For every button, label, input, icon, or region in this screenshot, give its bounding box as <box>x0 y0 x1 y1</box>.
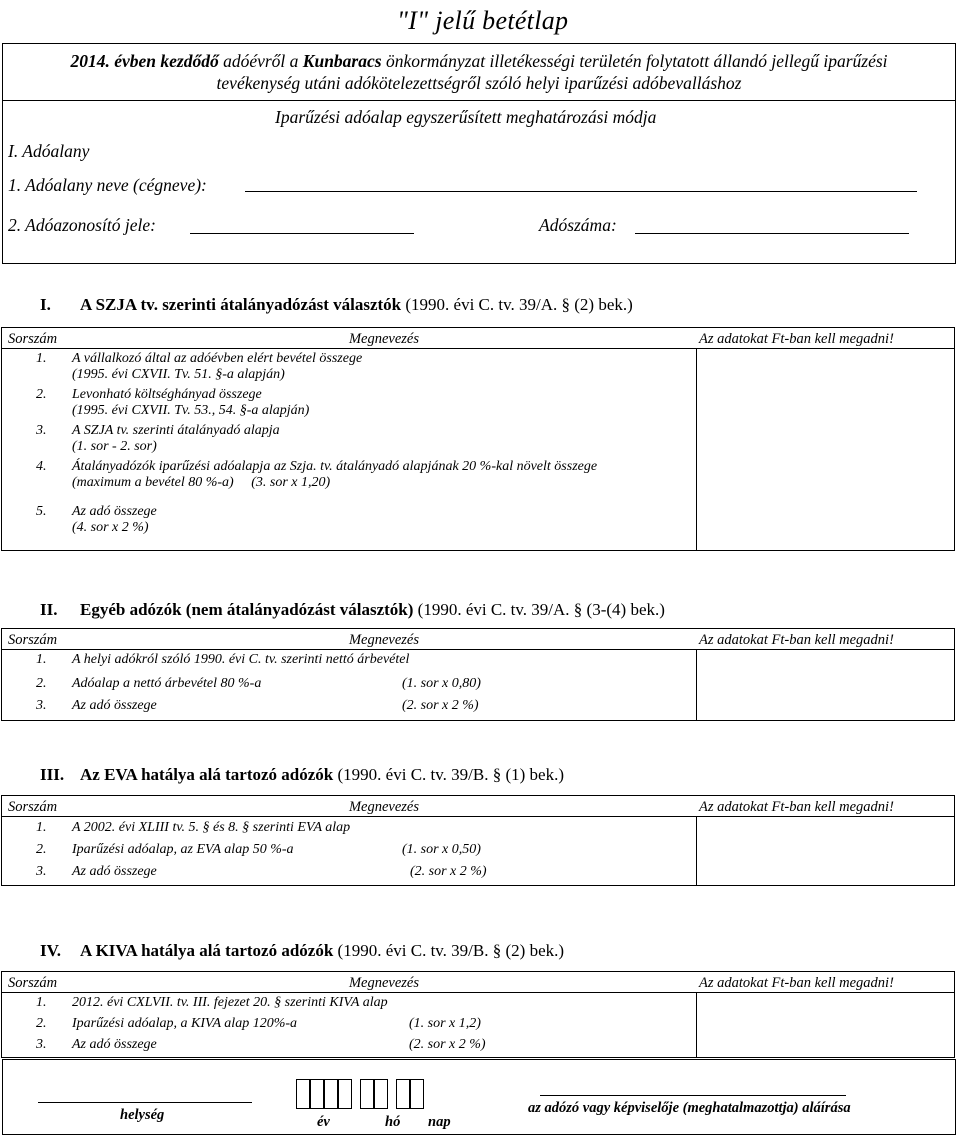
tax-id-label: 2. Adóazonosító jele: <box>8 215 156 235</box>
row-line-1: A SZJA tv. szerinti átalányadó alapja <box>72 422 280 438</box>
table-row <box>2 459 954 504</box>
row-value-cell[interactable] <box>696 861 954 885</box>
row-description <box>72 504 696 550</box>
form-subtitle: Iparűzési adóalap egyszerűsített meghatározási módja <box>275 107 657 127</box>
section-1-title: A SZJA tv. szerinti átalányadózást választók <box>80 295 402 314</box>
table-row <box>2 672 954 694</box>
row-line-2: (4. sor x 2 %) <box>72 519 149 535</box>
row-description <box>72 459 696 504</box>
year-digit-cell[interactable] <box>338 1079 352 1109</box>
month-label: hó <box>385 1114 401 1130</box>
table-row <box>2 387 954 423</box>
row-number: 2. <box>36 841 47 857</box>
section-taxpayer-heading: I. Adóalany <box>8 141 90 161</box>
day-label: nap <box>428 1114 451 1130</box>
table-row <box>2 839 954 861</box>
row-line-2: (maximum a bevétel 80 %-a) (3. sor x 1,20) <box>72 474 331 490</box>
table-row <box>2 1035 954 1057</box>
row-value-cell[interactable] <box>696 1035 954 1057</box>
table-header-row <box>2 972 954 993</box>
row-value-cell[interactable] <box>696 504 954 550</box>
section-2-table <box>2 629 954 720</box>
row-line-1: Az adó összege <box>72 503 157 519</box>
header-line-1 <box>3 51 955 72</box>
col-name-header: Megnevezés <box>348 632 420 648</box>
place-field[interactable] <box>38 1102 252 1103</box>
taxpayer-name-label: 1. Adóalany neve (cégneve): <box>8 175 207 195</box>
section-4-number: IV. <box>40 941 61 960</box>
section-3-heading <box>40 765 564 785</box>
row-value-cell[interactable] <box>696 672 954 694</box>
table-row <box>2 817 954 839</box>
day-digit-cell[interactable] <box>410 1079 424 1109</box>
row-description <box>72 650 696 672</box>
col-no-header: Sorszám <box>8 975 58 991</box>
table-row <box>2 650 954 672</box>
col-name-header: Megnevezés <box>348 799 420 815</box>
row-calc: (2. sor x 2 %) <box>402 697 479 713</box>
row-text: 2012. évi CXLVII. tv. III. fejezet 20. § szerinti KIVA alap <box>72 995 388 1010</box>
row-calc: (2. sor x 2 %) <box>410 863 487 879</box>
row-text: A 2002. évi XLIII tv. 5. § és 8. § szerinti EVA alap <box>72 820 351 835</box>
col-no-header: Sorszám <box>8 799 58 815</box>
section-2-ref: (1990. évi C. tv. 39/A. § (3-(4) bek.) <box>413 600 665 619</box>
header-mid-text: adóévről a <box>218 51 303 71</box>
tax-number-label: Adószáma: <box>539 215 617 235</box>
row-number: 1. <box>2 817 72 839</box>
form-title: "I" jelű betétlap <box>397 6 569 35</box>
row-line-2: (1995. évi CXVII. Tv. 53., 54. §-a alapján) <box>72 402 310 418</box>
row-calc: (1. sor x 0,50) <box>402 841 481 857</box>
row-number: 3. <box>36 697 47 713</box>
row-calc: (2. sor x 2 %) <box>409 1036 486 1052</box>
header-line-2: tevékenység utáni adókötelezettségről szóló helyi iparűzési adóbevalláshoz <box>216 73 742 93</box>
row-number: 3. <box>36 863 47 879</box>
row-line-1: A vállalkozó által az adóévben elért bevétel összege <box>72 351 363 366</box>
row-text: Adóalap a nettó árbevétel 80 %-a <box>72 675 262 691</box>
table-row <box>2 1014 954 1035</box>
section-4-ref: (1990. évi C. tv. 39/B. § (2) bek.) <box>333 941 565 960</box>
row-text: Az adó összege <box>72 1036 157 1052</box>
row-description <box>72 1035 696 1057</box>
section-4-title: A KIVA hatálya alá tartozó adózók <box>80 941 334 960</box>
row-description <box>72 839 696 861</box>
row-description <box>72 993 696 1014</box>
col-value-header: Az adatokat Ft-ban kell megadni! <box>699 799 894 815</box>
row-description <box>72 672 696 694</box>
col-no-header: Sorszám <box>8 331 58 347</box>
row-calc: (1. sor x 0,80) <box>402 675 481 691</box>
table-row <box>2 694 954 720</box>
col-value-header: Az adatokat Ft-ban kell megadni! <box>699 632 894 648</box>
taxpayer-name-field[interactable] <box>245 191 917 192</box>
row-text: Az adó összege <box>72 863 157 879</box>
section-1-ref: (1990. évi C. tv. 39/A. § (2) bek.) <box>401 295 633 314</box>
row-description <box>72 423 696 459</box>
table-header-row <box>2 796 954 817</box>
table-row <box>2 349 954 387</box>
section-3-title: Az EVA hatálya alá tartozó adózók <box>80 765 334 784</box>
section-4-heading <box>40 941 564 961</box>
day-digit-cell[interactable] <box>396 1079 410 1109</box>
row-text: Az adó összege <box>72 697 157 713</box>
row-calc: (1. sor x 1,2) <box>409 1015 481 1031</box>
year-digit-cell[interactable] <box>324 1079 338 1109</box>
row-value-cell[interactable] <box>696 817 954 839</box>
section-3-table <box>2 796 954 885</box>
col-value-header: Az adatokat Ft-ban kell megadni! <box>699 975 894 991</box>
form-header-box <box>2 43 956 101</box>
row-number: 2. <box>36 386 47 402</box>
section-2-number: II. <box>40 600 58 619</box>
row-value-cell[interactable] <box>696 423 954 459</box>
row-line-2: (1. sor - 2. sor) <box>72 438 157 454</box>
row-number: 3. <box>36 1036 47 1052</box>
header-post-text: önkormányzat illetékességi területén folytatott állandó jellegű iparűzési <box>381 51 888 71</box>
row-number: 1. <box>2 349 72 387</box>
row-description <box>72 817 696 839</box>
row-value-cell[interactable] <box>696 993 954 1014</box>
row-description <box>72 694 696 720</box>
row-number: 3. <box>36 422 47 438</box>
row-value-cell[interactable] <box>696 650 954 672</box>
section-2-heading <box>40 600 665 620</box>
table-row <box>2 993 954 1014</box>
col-name-header: Megnevezés <box>348 331 420 347</box>
table-header-row <box>2 629 954 650</box>
section-1-number: I. <box>40 295 51 314</box>
row-number: 2. <box>36 1015 47 1031</box>
section-1-heading <box>40 295 633 315</box>
header-year-text: 2014. évben kezdődő <box>70 51 219 71</box>
col-value-header: Az adatokat Ft-ban kell megadni! <box>699 331 894 347</box>
section-3-number: III. <box>40 765 65 784</box>
table-row <box>2 504 954 550</box>
section-3-ref: (1990. évi C. tv. 39/B. § (1) bek.) <box>333 765 564 784</box>
signature-field[interactable] <box>540 1095 846 1096</box>
row-text: Iparűzési adóalap, a KIVA alap 120%-a <box>72 1015 298 1031</box>
row-number: 5. <box>36 503 47 519</box>
row-line-1: Levonható költséghányad összege <box>72 386 262 402</box>
header-city-text: Kunbaracs <box>302 51 382 71</box>
row-description <box>72 861 696 885</box>
row-value-cell[interactable] <box>696 387 954 423</box>
row-number: 2. <box>36 675 47 691</box>
row-value-cell[interactable] <box>696 349 954 387</box>
row-description <box>72 1014 696 1035</box>
month-digit-cell[interactable] <box>374 1079 388 1109</box>
row-line-2: (1995. évi CXVII. Tv. 51. §-a alapján) <box>72 367 285 382</box>
row-description <box>72 349 696 387</box>
section-4-table <box>2 972 954 1057</box>
tax-id-field[interactable] <box>190 233 414 234</box>
row-text: Iparűzési adóalap, az EVA alap 50 %-a <box>72 841 294 857</box>
year-label: év <box>317 1114 330 1130</box>
section-1-table <box>2 328 954 550</box>
year-digit-cell[interactable] <box>296 1079 310 1109</box>
table-header-row <box>2 328 954 349</box>
section-2-title: Egyéb adózók (nem átalányadózást választók) <box>80 600 414 619</box>
row-text: A helyi adókról szóló 1990. évi C. tv. szerinti nettó árbevétel <box>72 652 410 667</box>
row-value-cell[interactable] <box>696 459 954 504</box>
place-label: helység <box>120 1107 165 1123</box>
row-value-cell[interactable] <box>696 694 954 720</box>
row-description <box>72 387 696 423</box>
row-line-1: Átalányadózók iparűzési adóalapja az Szja. tv. átalányadó alapjának 20 %-kal növelt összege <box>72 458 598 474</box>
row-value-cell[interactable] <box>696 1014 954 1035</box>
tax-number-field[interactable] <box>635 233 909 234</box>
row-number: 1. <box>2 993 72 1014</box>
table-row <box>2 423 954 459</box>
month-digit-cell[interactable] <box>360 1079 374 1109</box>
col-no-header: Sorszám <box>8 632 58 648</box>
signer-label: az adózó vagy képviselője (meghatalmazottja) aláírása <box>528 1100 851 1116</box>
year-digit-cell[interactable] <box>310 1079 324 1109</box>
row-number: 1. <box>2 650 72 672</box>
col-name-header: Megnevezés <box>348 975 420 991</box>
table-row <box>2 861 954 885</box>
row-value-cell[interactable] <box>696 839 954 861</box>
row-number: 4. <box>36 458 47 474</box>
